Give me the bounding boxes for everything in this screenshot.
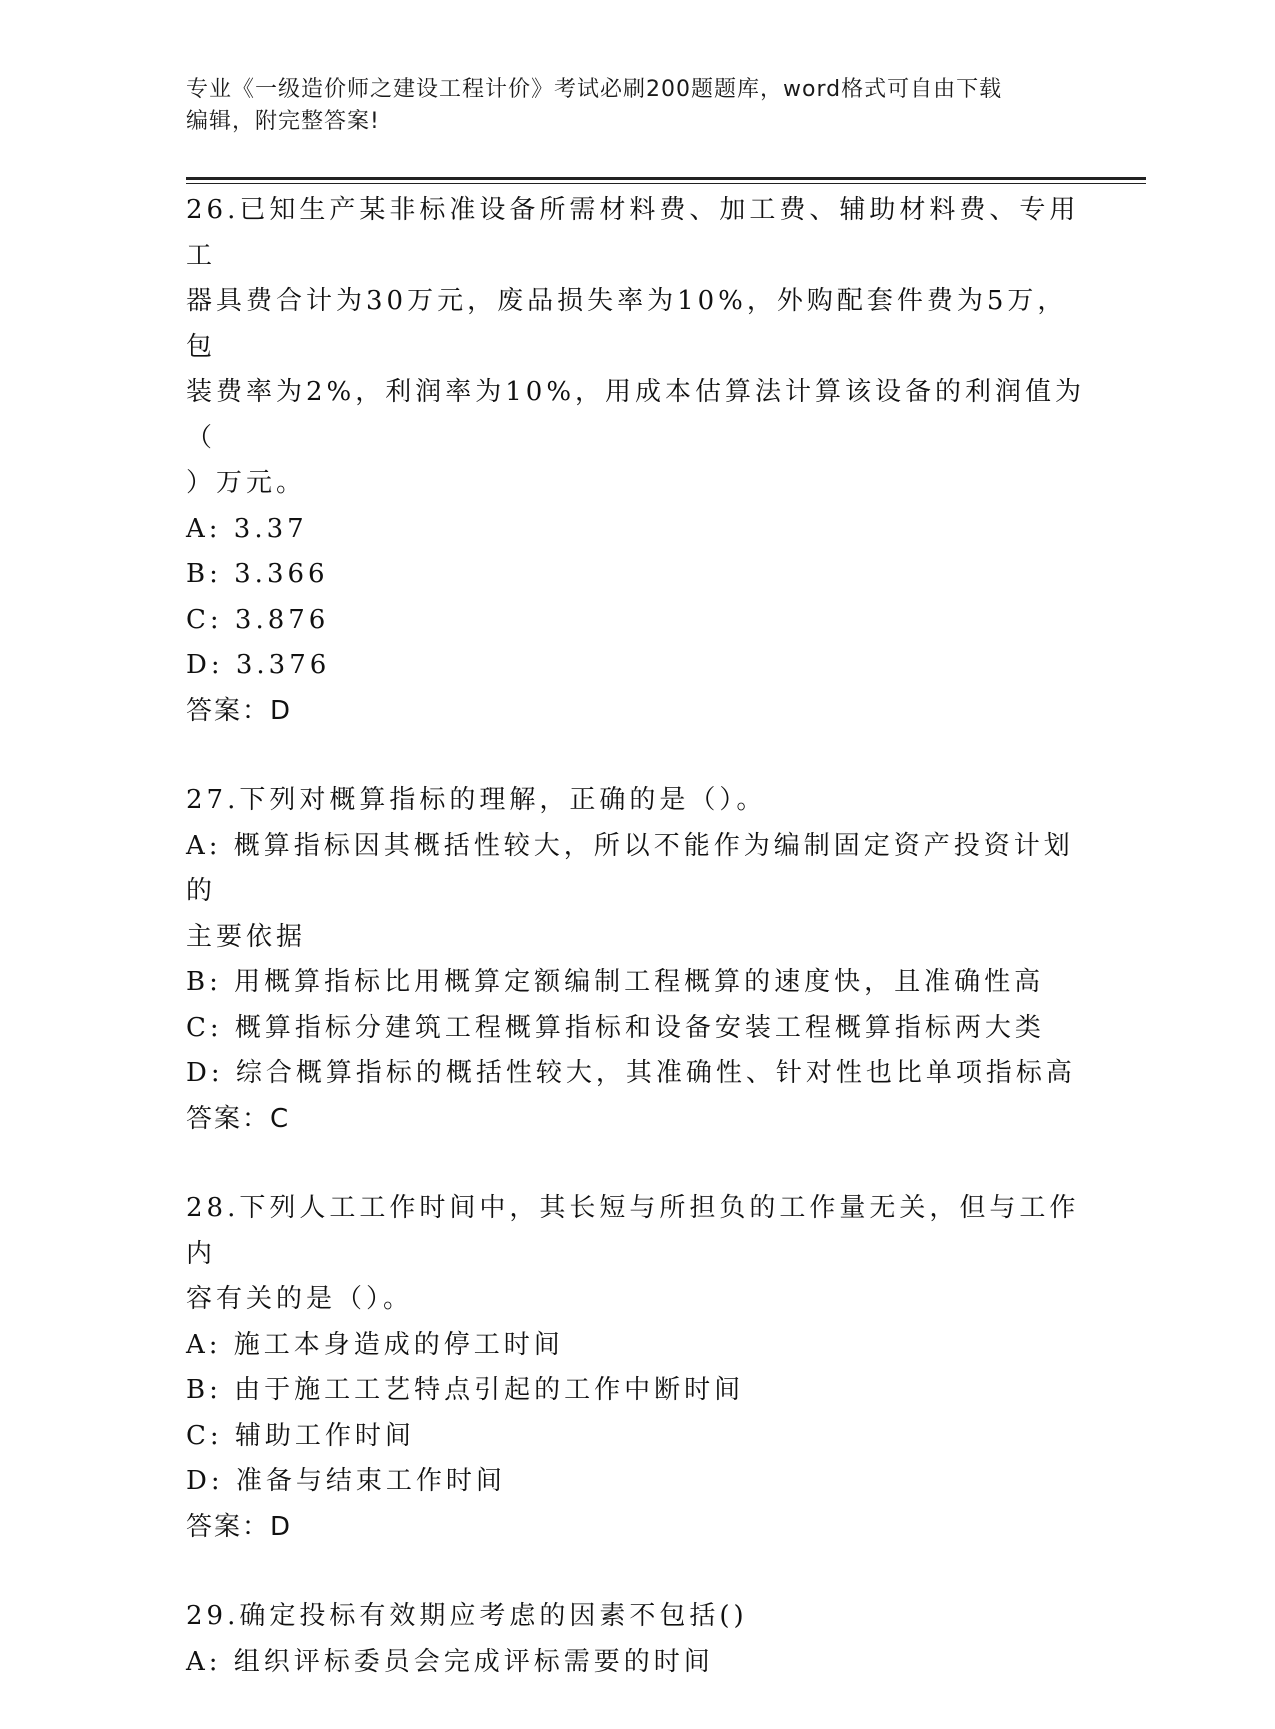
question-stem-line: 器具费合计为30万元，废品损失率为10%，外购配套件费为5万，包	[186, 286, 1068, 362]
header-line-1: 专业《一级造价师之建设工程计价》考试必刷200题题库，word格式可自由下载	[186, 77, 1003, 102]
option-line: B: 3.366	[186, 559, 329, 589]
answer-line: 答案：C	[186, 1103, 291, 1134]
question-stem-line: 29.确定投标有效期应考虑的因素不包括()	[186, 1601, 748, 1631]
option-line: A: 概算指标因其概括性较大，所以不能作为编制固定资产投资计划的	[186, 830, 1074, 906]
option-line: D: 3.376	[186, 650, 331, 680]
header-line-2: 编辑，附完整答案!	[186, 109, 380, 134]
option-line: A: 组织评标委员会完成评标需要的时间	[186, 1646, 714, 1677]
option-line: B: 用概算指标比用概算定额编制工程概算的速度快，且准确性高	[186, 967, 1045, 997]
answer-line: 答案：D	[186, 695, 293, 726]
question-stem-line: 28.下列人工工作时间中，其长短与所担负的工作量无关，但与工作内	[186, 1193, 1080, 1269]
question-block	[186, 188, 1086, 734]
option-line: A: 施工本身造成的停工时间	[186, 1329, 564, 1360]
option-line: D: 准备与结束工作时间	[186, 1466, 506, 1496]
question-stem-line: 26.已知生产某非标准设备所需材料费、加工费、辅助材料费、专用工	[186, 195, 1080, 271]
header-rule-thick	[186, 177, 1146, 180]
option-line: C: 3.876	[186, 604, 330, 635]
option-line: 主要依据	[186, 921, 307, 952]
question-stem-line: 27.下列对概算指标的理解，正确的是（）。	[186, 785, 767, 815]
document-header	[186, 74, 1086, 138]
question-block	[186, 1186, 1086, 1550]
option-line: B: 由于施工工艺特点引起的工作中断时间	[186, 1375, 745, 1405]
answer-line: 答案：D	[186, 1511, 293, 1542]
question-block	[186, 1594, 1086, 1685]
question-list	[186, 188, 1086, 1729]
question-block	[186, 778, 1086, 1142]
question-stem-line: 装费率为2%，利润率为10%，用成本估算法计算该设备的利润值为（	[186, 377, 1086, 453]
option-line: C: 辅助工作时间	[186, 1420, 415, 1451]
option-line: D: 综合概算指标的概括性较大，其准确性、针对性也比单项指标高	[186, 1058, 1076, 1088]
question-stem-line: 容有关的是（）。	[186, 1284, 414, 1314]
header-rule-thin	[186, 183, 1146, 184]
question-stem-line: ）万元。	[186, 468, 307, 498]
option-line: A: 3.37	[186, 513, 308, 544]
option-line: C: 概算指标分建筑工程概算指标和设备安装工程概算指标两大类	[186, 1012, 1045, 1043]
